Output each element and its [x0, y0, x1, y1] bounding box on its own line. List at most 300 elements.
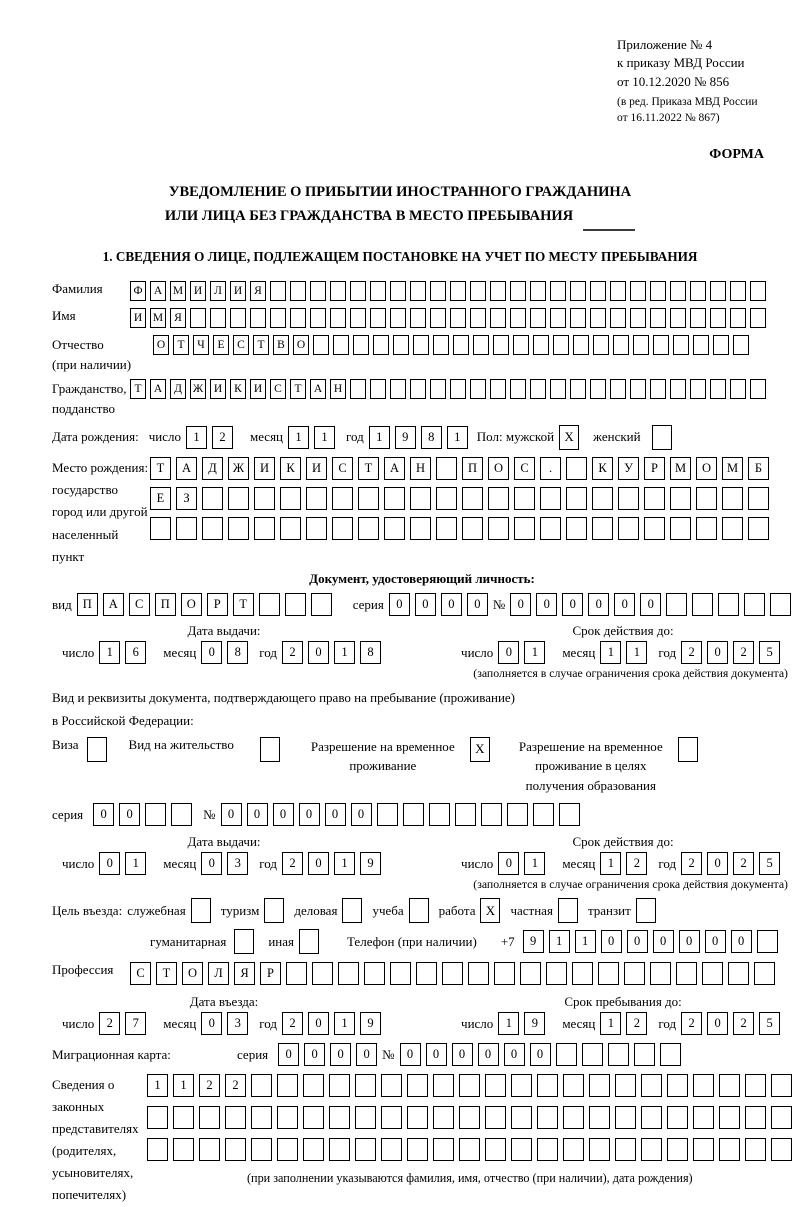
- char-cell[interactable]: О: [696, 457, 717, 480]
- char-cell[interactable]: [510, 281, 526, 301]
- char-cell[interactable]: А: [150, 379, 166, 399]
- char-cell[interactable]: И: [254, 457, 275, 480]
- char-cell[interactable]: 0: [308, 852, 329, 875]
- char-cell[interactable]: [550, 281, 566, 301]
- char-cell[interactable]: [390, 379, 406, 399]
- char-cell[interactable]: Т: [290, 379, 306, 399]
- char-cell[interactable]: Б: [748, 457, 769, 480]
- char-cell[interactable]: [696, 487, 717, 510]
- char-cell[interactable]: Ж: [228, 457, 249, 480]
- char-cell[interactable]: П: [155, 593, 176, 616]
- char-cell[interactable]: [494, 962, 515, 985]
- char-cell[interactable]: [666, 593, 687, 616]
- char-cell[interactable]: 0: [119, 803, 140, 826]
- char-cell[interactable]: [572, 962, 593, 985]
- char-cell[interactable]: Д: [170, 379, 186, 399]
- char-cell[interactable]: 0: [308, 641, 329, 664]
- char-cell[interactable]: [410, 487, 431, 510]
- char-cell[interactable]: Е: [150, 487, 171, 510]
- char-cell[interactable]: [377, 803, 398, 826]
- char-cell[interactable]: [251, 1138, 272, 1161]
- char-cell[interactable]: 0: [247, 803, 268, 826]
- char-cell[interactable]: [730, 308, 746, 328]
- char-cell[interactable]: [259, 593, 280, 616]
- char-cell[interactable]: 1: [575, 930, 596, 953]
- char-cell[interactable]: К: [592, 457, 613, 480]
- char-cell[interactable]: К: [280, 457, 301, 480]
- char-cell[interactable]: 0: [221, 803, 242, 826]
- char-cell[interactable]: [702, 962, 723, 985]
- char-cell[interactable]: [650, 308, 666, 328]
- char-cell[interactable]: О: [293, 335, 309, 355]
- char-cell[interactable]: [546, 962, 567, 985]
- char-cell[interactable]: 2: [681, 641, 702, 664]
- char-cell[interactable]: [433, 1138, 454, 1161]
- char-cell[interactable]: [771, 1138, 792, 1161]
- char-cell[interactable]: [384, 487, 405, 510]
- char-cell[interactable]: 9: [523, 930, 544, 953]
- char-cell[interactable]: [228, 487, 249, 510]
- char-cell[interactable]: [416, 962, 437, 985]
- char-cell[interactable]: 0: [93, 803, 114, 826]
- char-cell[interactable]: [771, 1074, 792, 1097]
- char-cell[interactable]: [332, 517, 353, 540]
- char-cell[interactable]: И: [250, 379, 266, 399]
- purpose-transit-checkbox[interactable]: [636, 898, 656, 923]
- char-cell[interactable]: [670, 281, 686, 301]
- char-cell[interactable]: Р: [260, 962, 281, 985]
- char-cell[interactable]: [615, 1138, 636, 1161]
- char-cell[interactable]: Т: [233, 593, 254, 616]
- char-cell[interactable]: 2: [626, 1012, 647, 1035]
- char-cell[interactable]: 0: [705, 930, 726, 953]
- char-cell[interactable]: [537, 1106, 558, 1129]
- char-cell[interactable]: [719, 1138, 740, 1161]
- char-cell[interactable]: 1: [99, 641, 120, 664]
- char-cell[interactable]: [592, 517, 613, 540]
- char-cell[interactable]: 0: [304, 1043, 325, 1066]
- char-cell[interactable]: [147, 1106, 168, 1129]
- char-cell[interactable]: 0: [452, 1043, 473, 1066]
- char-cell[interactable]: 0: [601, 930, 622, 953]
- char-cell[interactable]: [613, 335, 629, 355]
- char-cell[interactable]: С: [332, 457, 353, 480]
- purpose-tourism-checkbox[interactable]: [264, 898, 284, 923]
- char-cell[interactable]: [757, 930, 778, 953]
- char-cell[interactable]: С: [233, 335, 249, 355]
- char-cell[interactable]: [563, 1106, 584, 1129]
- char-cell[interactable]: [251, 1074, 272, 1097]
- char-cell[interactable]: [430, 281, 446, 301]
- char-cell[interactable]: [350, 308, 366, 328]
- char-cell[interactable]: [660, 1043, 681, 1066]
- char-cell[interactable]: [407, 1074, 428, 1097]
- char-cell[interactable]: Л: [208, 962, 229, 985]
- char-cell[interactable]: [511, 1138, 532, 1161]
- char-cell[interactable]: [537, 1138, 558, 1161]
- char-cell[interactable]: [450, 281, 466, 301]
- char-cell[interactable]: [750, 379, 766, 399]
- char-cell[interactable]: [190, 308, 206, 328]
- char-cell[interactable]: [510, 308, 526, 328]
- char-cell[interactable]: [533, 335, 549, 355]
- char-cell[interactable]: [290, 281, 306, 301]
- char-cell[interactable]: [624, 962, 645, 985]
- char-cell[interactable]: [254, 487, 275, 510]
- char-cell[interactable]: [573, 335, 589, 355]
- char-cell[interactable]: [250, 308, 266, 328]
- char-cell[interactable]: 1: [125, 852, 146, 875]
- char-cell[interactable]: .: [540, 457, 561, 480]
- char-cell[interactable]: [650, 281, 666, 301]
- char-cell[interactable]: П: [77, 593, 98, 616]
- char-cell[interactable]: Я: [170, 308, 186, 328]
- char-cell[interactable]: [641, 1074, 662, 1097]
- char-cell[interactable]: 1: [600, 641, 621, 664]
- char-cell[interactable]: [718, 593, 739, 616]
- char-cell[interactable]: [690, 308, 706, 328]
- purpose-study-checkbox[interactable]: [409, 898, 429, 923]
- char-cell[interactable]: [350, 281, 366, 301]
- char-cell[interactable]: [590, 308, 606, 328]
- char-cell[interactable]: И: [230, 281, 246, 301]
- char-cell[interactable]: [329, 1138, 350, 1161]
- char-cell[interactable]: И: [130, 308, 146, 328]
- char-cell[interactable]: 0: [201, 641, 222, 664]
- char-cell[interactable]: [696, 517, 717, 540]
- char-cell[interactable]: М: [722, 457, 743, 480]
- char-cell[interactable]: [333, 335, 349, 355]
- char-cell[interactable]: [459, 1074, 480, 1097]
- char-cell[interactable]: [748, 487, 769, 510]
- char-cell[interactable]: [436, 517, 457, 540]
- char-cell[interactable]: 7: [125, 1012, 146, 1035]
- gender-male-checkbox[interactable]: X: [559, 425, 579, 450]
- char-cell[interactable]: 0: [679, 930, 700, 953]
- char-cell[interactable]: 0: [467, 593, 488, 616]
- char-cell[interactable]: [644, 487, 665, 510]
- char-cell[interactable]: [570, 281, 586, 301]
- char-cell[interactable]: [598, 962, 619, 985]
- char-cell[interactable]: [303, 1106, 324, 1129]
- char-cell[interactable]: [306, 517, 327, 540]
- char-cell[interactable]: 1: [524, 852, 545, 875]
- char-cell[interactable]: [330, 308, 346, 328]
- char-cell[interactable]: [470, 308, 486, 328]
- char-cell[interactable]: А: [310, 379, 326, 399]
- char-cell[interactable]: [670, 379, 686, 399]
- char-cell[interactable]: [436, 487, 457, 510]
- char-cell[interactable]: [630, 281, 646, 301]
- char-cell[interactable]: [230, 308, 246, 328]
- char-cell[interactable]: [630, 308, 646, 328]
- char-cell[interactable]: 6: [125, 641, 146, 664]
- char-cell[interactable]: [693, 1074, 714, 1097]
- char-cell[interactable]: [311, 593, 332, 616]
- char-cell[interactable]: [303, 1138, 324, 1161]
- char-cell[interactable]: Т: [156, 962, 177, 985]
- char-cell[interactable]: [373, 335, 389, 355]
- char-cell[interactable]: [650, 962, 671, 985]
- char-cell[interactable]: 2: [99, 1012, 120, 1035]
- char-cell[interactable]: 9: [395, 426, 416, 449]
- char-cell[interactable]: Я: [234, 962, 255, 985]
- purpose-humanitarian-checkbox[interactable]: [234, 929, 254, 954]
- char-cell[interactable]: Е: [213, 335, 229, 355]
- char-cell[interactable]: [381, 1106, 402, 1129]
- char-cell[interactable]: И: [210, 379, 226, 399]
- char-cell[interactable]: [514, 517, 535, 540]
- char-cell[interactable]: [507, 803, 528, 826]
- char-cell[interactable]: [633, 335, 649, 355]
- char-cell[interactable]: [145, 803, 166, 826]
- char-cell[interactable]: [277, 1106, 298, 1129]
- char-cell[interactable]: [225, 1138, 246, 1161]
- char-cell[interactable]: В: [273, 335, 289, 355]
- char-cell[interactable]: 5: [759, 852, 780, 875]
- char-cell[interactable]: 8: [360, 641, 381, 664]
- char-cell[interactable]: [176, 517, 197, 540]
- char-cell[interactable]: [277, 1138, 298, 1161]
- char-cell[interactable]: [171, 803, 192, 826]
- char-cell[interactable]: 0: [426, 1043, 447, 1066]
- char-cell[interactable]: [442, 962, 463, 985]
- char-cell[interactable]: [693, 1138, 714, 1161]
- char-cell[interactable]: [358, 517, 379, 540]
- char-cell[interactable]: [370, 281, 386, 301]
- char-cell[interactable]: И: [306, 457, 327, 480]
- char-cell[interactable]: [513, 335, 529, 355]
- char-cell[interactable]: [710, 379, 726, 399]
- char-cell[interactable]: [530, 281, 546, 301]
- char-cell[interactable]: [254, 517, 275, 540]
- char-cell[interactable]: [490, 281, 506, 301]
- char-cell[interactable]: [719, 1106, 740, 1129]
- char-cell[interactable]: [150, 517, 171, 540]
- char-cell[interactable]: 5: [759, 1012, 780, 1035]
- char-cell[interactable]: [563, 1138, 584, 1161]
- char-cell[interactable]: [270, 281, 286, 301]
- char-cell[interactable]: [433, 335, 449, 355]
- char-cell[interactable]: [453, 335, 469, 355]
- char-cell[interactable]: 3: [227, 1012, 248, 1035]
- char-cell[interactable]: [490, 379, 506, 399]
- char-cell[interactable]: [430, 308, 446, 328]
- char-cell[interactable]: О: [488, 457, 509, 480]
- char-cell[interactable]: [450, 308, 466, 328]
- char-cell[interactable]: [173, 1106, 194, 1129]
- char-cell[interactable]: [353, 335, 369, 355]
- char-cell[interactable]: [462, 517, 483, 540]
- char-cell[interactable]: О: [181, 593, 202, 616]
- char-cell[interactable]: [641, 1138, 662, 1161]
- char-cell[interactable]: [673, 335, 689, 355]
- char-cell[interactable]: У: [618, 457, 639, 480]
- char-cell[interactable]: [407, 1106, 428, 1129]
- char-cell[interactable]: [730, 379, 746, 399]
- char-cell[interactable]: 1: [369, 426, 390, 449]
- char-cell[interactable]: 0: [627, 930, 648, 953]
- char-cell[interactable]: [470, 281, 486, 301]
- char-cell[interactable]: [430, 379, 446, 399]
- char-cell[interactable]: [533, 803, 554, 826]
- char-cell[interactable]: [381, 1138, 402, 1161]
- char-cell[interactable]: [693, 335, 709, 355]
- char-cell[interactable]: [593, 335, 609, 355]
- char-cell[interactable]: [410, 308, 426, 328]
- char-cell[interactable]: [290, 308, 306, 328]
- char-cell[interactable]: 1: [314, 426, 335, 449]
- char-cell[interactable]: 2: [212, 426, 233, 449]
- char-cell[interactable]: А: [176, 457, 197, 480]
- char-cell[interactable]: [436, 457, 457, 480]
- char-cell[interactable]: [225, 1106, 246, 1129]
- char-cell[interactable]: [592, 487, 613, 510]
- char-cell[interactable]: 0: [356, 1043, 377, 1066]
- char-cell[interactable]: [410, 379, 426, 399]
- char-cell[interactable]: А: [384, 457, 405, 480]
- char-cell[interactable]: [754, 962, 775, 985]
- char-cell[interactable]: [312, 962, 333, 985]
- char-cell[interactable]: [670, 308, 686, 328]
- char-cell[interactable]: Т: [173, 335, 189, 355]
- char-cell[interactable]: [590, 379, 606, 399]
- char-cell[interactable]: [310, 281, 326, 301]
- char-cell[interactable]: О: [153, 335, 169, 355]
- char-cell[interactable]: [329, 1106, 350, 1129]
- char-cell[interactable]: 2: [733, 641, 754, 664]
- char-cell[interactable]: Д: [202, 457, 223, 480]
- char-cell[interactable]: [634, 1043, 655, 1066]
- char-cell[interactable]: [748, 517, 769, 540]
- char-cell[interactable]: Ф: [130, 281, 146, 301]
- char-cell[interactable]: 0: [351, 803, 372, 826]
- char-cell[interactable]: 2: [681, 852, 702, 875]
- char-cell[interactable]: [173, 1138, 194, 1161]
- char-cell[interactable]: [566, 487, 587, 510]
- char-cell[interactable]: [615, 1106, 636, 1129]
- char-cell[interactable]: 1: [186, 426, 207, 449]
- char-cell[interactable]: [667, 1138, 688, 1161]
- char-cell[interactable]: [470, 379, 486, 399]
- char-cell[interactable]: [530, 308, 546, 328]
- char-cell[interactable]: [630, 379, 646, 399]
- char-cell[interactable]: [364, 962, 385, 985]
- purpose-business-checkbox[interactable]: [342, 898, 362, 923]
- char-cell[interactable]: 0: [530, 1043, 551, 1066]
- temp-residence-checkbox[interactable]: X: [470, 737, 490, 762]
- char-cell[interactable]: 1: [147, 1074, 168, 1097]
- char-cell[interactable]: 0: [498, 641, 519, 664]
- char-cell[interactable]: Т: [358, 457, 379, 480]
- char-cell[interactable]: [589, 1106, 610, 1129]
- char-cell[interactable]: [459, 1106, 480, 1129]
- char-cell[interactable]: [199, 1138, 220, 1161]
- char-cell[interactable]: 0: [330, 1043, 351, 1066]
- char-cell[interactable]: [403, 803, 424, 826]
- char-cell[interactable]: 0: [510, 593, 531, 616]
- char-cell[interactable]: [270, 308, 286, 328]
- char-cell[interactable]: [329, 1074, 350, 1097]
- purpose-work-checkbox[interactable]: X: [480, 898, 500, 923]
- char-cell[interactable]: 0: [201, 1012, 222, 1035]
- char-cell[interactable]: [488, 517, 509, 540]
- char-cell[interactable]: [202, 517, 223, 540]
- char-cell[interactable]: [485, 1106, 506, 1129]
- char-cell[interactable]: [750, 308, 766, 328]
- char-cell[interactable]: 0: [308, 1012, 329, 1035]
- char-cell[interactable]: К: [230, 379, 246, 399]
- char-cell[interactable]: [450, 379, 466, 399]
- char-cell[interactable]: 2: [626, 852, 647, 875]
- char-cell[interactable]: 1: [334, 852, 355, 875]
- char-cell[interactable]: [355, 1106, 376, 1129]
- char-cell[interactable]: [455, 803, 476, 826]
- char-cell[interactable]: 0: [588, 593, 609, 616]
- char-cell[interactable]: [610, 281, 626, 301]
- char-cell[interactable]: 2: [282, 852, 303, 875]
- char-cell[interactable]: 0: [731, 930, 752, 953]
- char-cell[interactable]: 0: [653, 930, 674, 953]
- char-cell[interactable]: [410, 281, 426, 301]
- visa-checkbox[interactable]: [87, 737, 107, 762]
- char-cell[interactable]: [251, 1106, 272, 1129]
- char-cell[interactable]: [550, 308, 566, 328]
- char-cell[interactable]: 1: [549, 930, 570, 953]
- char-cell[interactable]: Т: [150, 457, 171, 480]
- char-cell[interactable]: 2: [282, 641, 303, 664]
- char-cell[interactable]: [199, 1106, 220, 1129]
- char-cell[interactable]: 1: [600, 852, 621, 875]
- char-cell[interactable]: [610, 308, 626, 328]
- char-cell[interactable]: [277, 1074, 298, 1097]
- char-cell[interactable]: А: [150, 281, 166, 301]
- char-cell[interactable]: 0: [707, 1012, 728, 1035]
- char-cell[interactable]: [667, 1106, 688, 1129]
- char-cell[interactable]: [313, 335, 329, 355]
- char-cell[interactable]: [210, 308, 226, 328]
- char-cell[interactable]: [690, 379, 706, 399]
- char-cell[interactable]: [493, 335, 509, 355]
- char-cell[interactable]: С: [270, 379, 286, 399]
- char-cell[interactable]: [608, 1043, 629, 1066]
- char-cell[interactable]: [710, 308, 726, 328]
- char-cell[interactable]: [511, 1074, 532, 1097]
- char-cell[interactable]: [530, 379, 546, 399]
- char-cell[interactable]: [358, 487, 379, 510]
- char-cell[interactable]: [713, 335, 729, 355]
- char-cell[interactable]: [745, 1074, 766, 1097]
- char-cell[interactable]: 9: [360, 1012, 381, 1035]
- char-cell[interactable]: [202, 487, 223, 510]
- char-cell[interactable]: Н: [330, 379, 346, 399]
- char-cell[interactable]: Т: [253, 335, 269, 355]
- char-cell[interactable]: [744, 593, 765, 616]
- char-cell[interactable]: [468, 962, 489, 985]
- char-cell[interactable]: [641, 1106, 662, 1129]
- char-cell[interactable]: [303, 1074, 324, 1097]
- purpose-other-checkbox[interactable]: [299, 929, 319, 954]
- char-cell[interactable]: 8: [227, 641, 248, 664]
- char-cell[interactable]: [514, 487, 535, 510]
- char-cell[interactable]: Ж: [190, 379, 206, 399]
- char-cell[interactable]: 0: [536, 593, 557, 616]
- char-cell[interactable]: [306, 487, 327, 510]
- residence-permit-checkbox[interactable]: [260, 737, 280, 762]
- char-cell[interactable]: [520, 962, 541, 985]
- char-cell[interactable]: [728, 962, 749, 985]
- char-cell[interactable]: [553, 335, 569, 355]
